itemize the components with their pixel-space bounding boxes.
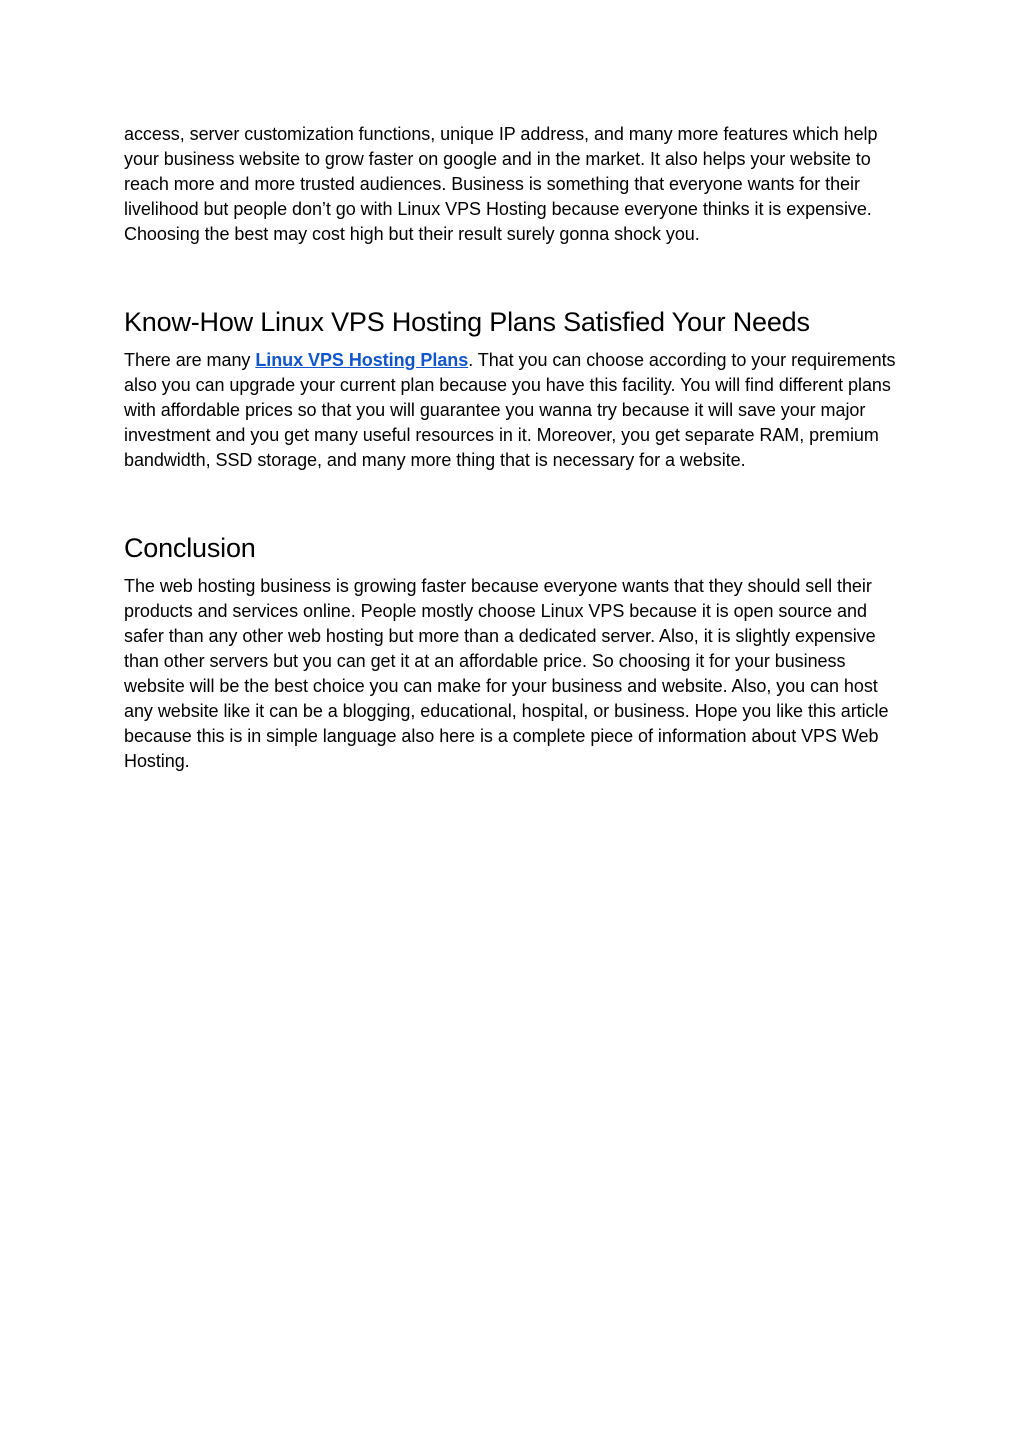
section-heading-plans: Know-How Linux VPS Hosting Plans Satisfied Your Needs [124, 307, 810, 337]
plans-text-after-link: . That you can choose according to your requirements also you can upgrade your current plan because you have this facility. You will find different plans with affordable prices so that you will guarantee you wanna try because it will save your major investment and you get many useful resources in it. Moreover, you get separate RAM, premium bandwidth, SSD storage, and many more thing that is necessary for a website. [124, 350, 896, 470]
plans-text-before-link: There are many [124, 350, 256, 370]
linux-vps-hosting-plans-link[interactable]: Linux VPS Hosting Plans [255, 350, 469, 370]
document-page [124, 122, 904, 774]
conclusion-paragraph: The web hosting business is growing faster because everyone wants that they should sell their products and services online. People mostly choose Linux VPS because it is open source and safer than any other web hosting but more than a dedicated server. Also, it is slightly expensive than other servers but you can get it at an affordable price. So choosing it for your business website will be the best choice you can make for your business and website. Also, you can host any website like it can be a blogging, educational, hospital, or business. Hope you like this article because this is in simple language also here is a complete piece of information about VPS Web Hosting. [124, 576, 889, 771]
plans-paragraph [124, 348, 904, 473]
section-heading-conclusion: Conclusion [124, 533, 256, 563]
intro-paragraph: access, server customization functions, unique IP address, and many more features which help your business website to grow faster on google and in the market. It also helps your website to reach more and more trusted audiences. Business is something that everyone wants for their livelihood but people don’t go with Linux VPS Hosting because everyone thinks it is expensive. Choosing the best may cost high but their result surely gonna shock you. [124, 124, 878, 244]
